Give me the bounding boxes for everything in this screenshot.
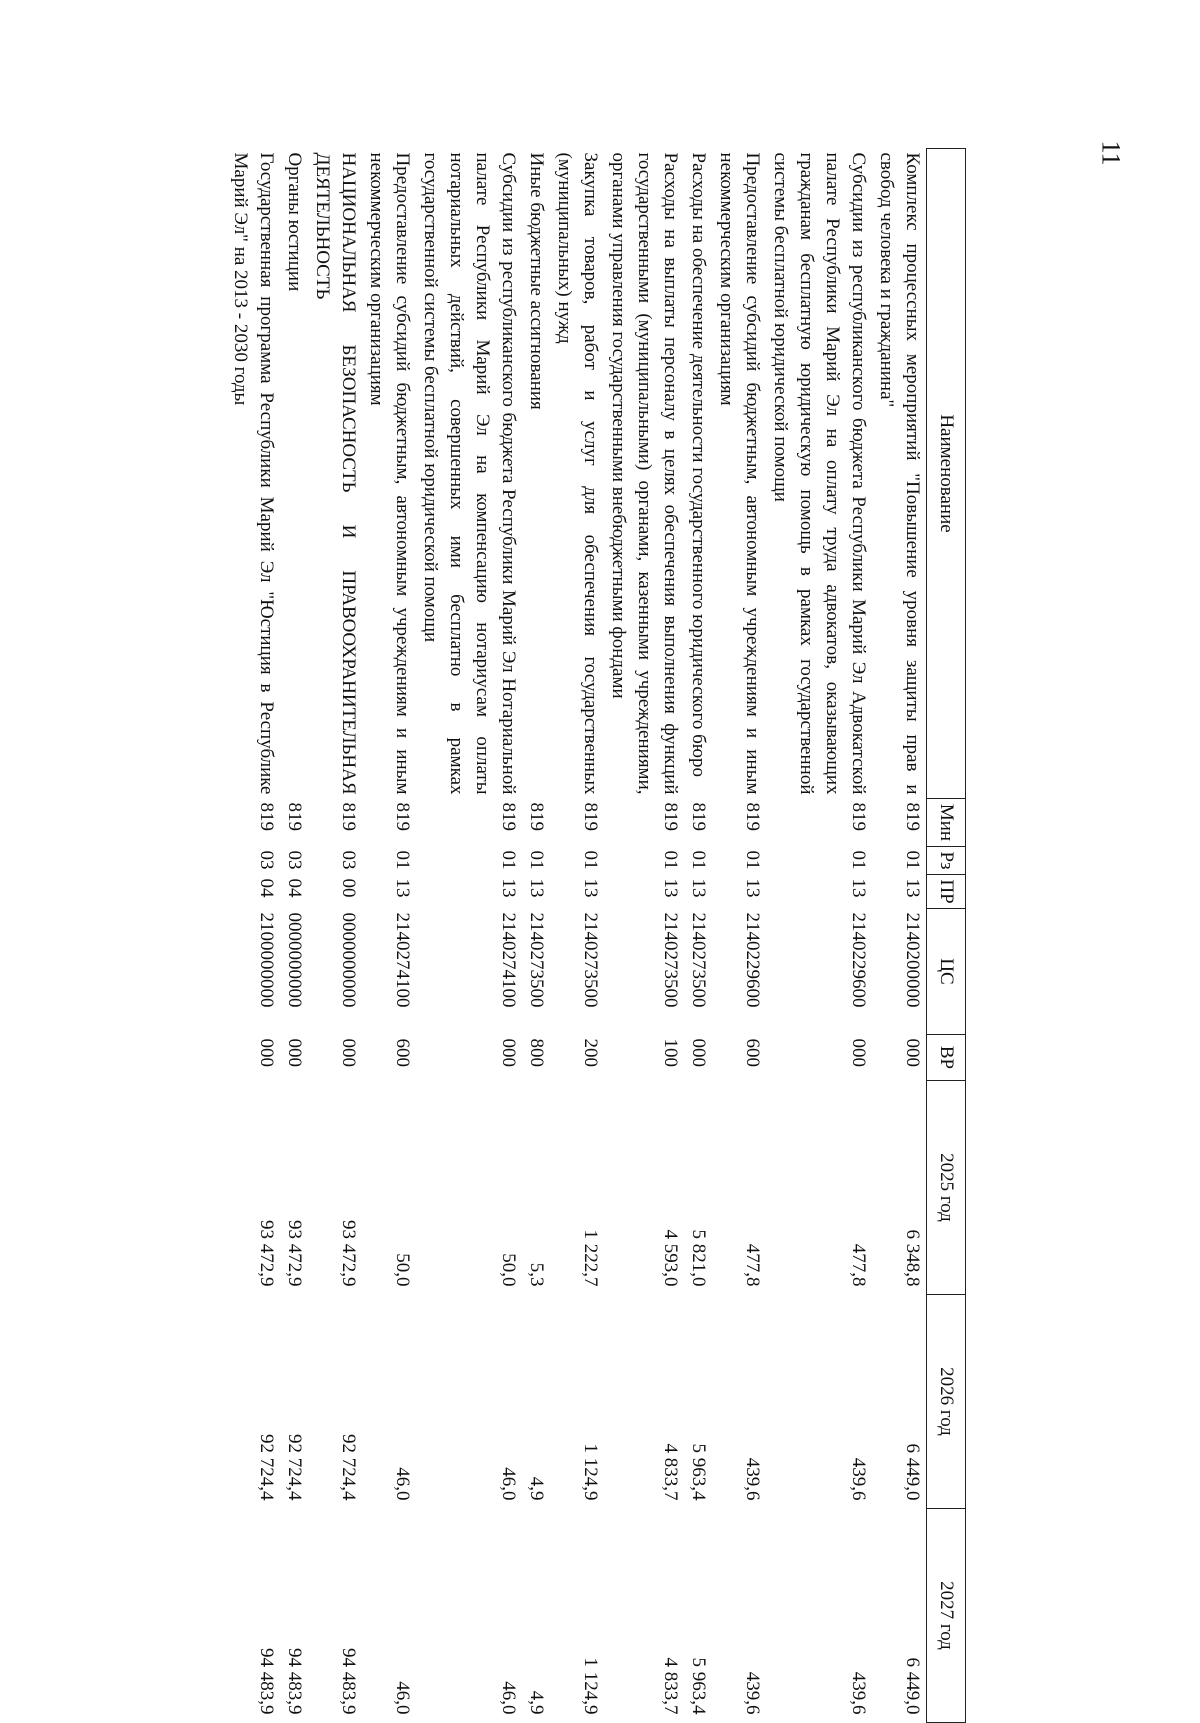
- cell-vr: 000: [284, 1038, 305, 1067]
- cell-y2026: 1 124,9: [580, 1443, 601, 1501]
- cell-pr: 13: [902, 878, 923, 898]
- header-rz: Рз: [927, 847, 966, 875]
- cell-vr: 000: [338, 1038, 359, 1067]
- cell-rz: 01: [392, 850, 413, 870]
- cell-vr: 000: [688, 1038, 709, 1067]
- cell-min: 819: [256, 802, 277, 831]
- header-name: Наименование: [927, 149, 966, 799]
- cell-name: Комплекс процессных мероприятий "Повышение уровня защиты прав и свобод человека и гражданина": [876, 152, 923, 795]
- cell-y2025: 93 472,9: [338, 1220, 359, 1287]
- cell-name: НАЦИОНАЛЬНАЯ БЕЗОПАСНОСТЬ И ПРАВООХРАНИТЕЛЬНАЯ ДЕЯТЕЛЬНОСТЬ: [312, 152, 359, 795]
- cell-vr: 000: [498, 1038, 519, 1067]
- cell-y2027: 439,6: [848, 1671, 869, 1715]
- cell-y2025: 50,0: [498, 1253, 519, 1287]
- cell-rz: 01: [688, 850, 709, 870]
- cell-cs: 2140274100: [392, 912, 413, 1008]
- table-row: [550, 149, 604, 1723]
- cell-y2026: 439,6: [848, 1457, 869, 1501]
- cell-y2027: 94 483,9: [256, 1648, 277, 1715]
- cell-cs: 2140273500: [526, 912, 547, 1008]
- cell-min: 819: [580, 802, 601, 831]
- cell-pr: 00: [338, 878, 359, 898]
- cell-name: Расходы на обеспечение деятельности государственного юридического бюро: [688, 152, 709, 777]
- cell-min: 819: [284, 802, 305, 831]
- header-min: Мин: [927, 799, 966, 847]
- cell-min: 819: [660, 802, 681, 831]
- cell-y2025: 93 472,9: [256, 1220, 277, 1287]
- table-row: [308, 149, 362, 1723]
- cell-y2025: 50,0: [392, 1253, 413, 1287]
- cell-y2026: 439,6: [742, 1457, 763, 1501]
- cell-pr: 13: [742, 878, 763, 898]
- cell-vr: 000: [902, 1038, 923, 1067]
- cell-pr: 13: [660, 878, 681, 898]
- cell-name: Закупка товаров, работ и услуг для обеспечения государственных (муниципальных) нужд: [554, 152, 601, 795]
- budget-table: [226, 148, 966, 1723]
- cell-cs: 0000000000: [284, 912, 305, 1008]
- cell-min: 819: [848, 802, 869, 831]
- cell-y2026: 92 724,4: [256, 1434, 277, 1501]
- page-number: 11: [1096, 140, 1126, 166]
- cell-pr: 13: [526, 878, 547, 898]
- cell-rz: 01: [848, 850, 869, 870]
- cell-cs: 2140200000: [902, 912, 923, 1008]
- table-row: [766, 149, 872, 1723]
- cell-min: 819: [498, 802, 519, 831]
- cell-vr: 800: [526, 1038, 547, 1067]
- table-row: [522, 149, 550, 1723]
- cell-cs: 2140229600: [848, 912, 869, 1008]
- cell-name: Расходы на выплаты персоналу в целях обеспечения выполнения функций государственными (муниципальными) органами, казенными учреждениями, органами управления государственными внебюджетными фондами: [608, 152, 681, 795]
- cell-rz: 03: [256, 850, 277, 870]
- cell-y2027: 94 483,9: [338, 1648, 359, 1715]
- cell-vr: 600: [742, 1038, 763, 1067]
- table-header-row: [927, 149, 966, 1723]
- cell-y2026: 46,0: [392, 1467, 413, 1501]
- cell-cs: 2140273500: [580, 912, 601, 1008]
- cell-name: Предоставление субсидий бюджетным, автономным учреждениям и иным некоммерческим организациям: [366, 152, 413, 795]
- cell-pr: 13: [392, 878, 413, 898]
- cell-y2025: 477,8: [742, 1243, 763, 1287]
- cell-y2025: 5 821,0: [688, 1229, 709, 1287]
- cell-y2027: 4 833,7: [660, 1657, 681, 1715]
- cell-name: Государственная программа Республики Марий Эл "Юстиция в Республике Марий Эл" на 2013 - 2030 годы: [230, 152, 277, 795]
- cell-min: 819: [902, 802, 923, 831]
- cell-name: Субсидии из республиканского бюджета Республики Марий Эл Нотариальной палате Республики Марий Эл на компенсацию нотариусам оплаты нотариальных действий, совершенных ими бесплатно в рамках государственной системы бесплатной юридической помощи: [420, 152, 519, 795]
- cell-y2025: 6 348,8: [902, 1229, 923, 1287]
- cell-cs: 2140273500: [688, 912, 709, 1008]
- cell-rz: 03: [284, 850, 305, 870]
- cell-y2026: 5 963,4: [688, 1443, 709, 1501]
- cell-cs: 0000000000: [338, 912, 359, 1008]
- header-vr: ВР: [927, 1035, 966, 1081]
- table-row: [712, 149, 766, 1723]
- cell-rz: 03: [338, 850, 359, 870]
- cell-y2027: 439,6: [742, 1671, 763, 1715]
- cell-y2027: 94 483,9: [284, 1648, 305, 1715]
- cell-vr: 200: [580, 1038, 601, 1067]
- cell-y2025: 4 593,0: [660, 1229, 681, 1287]
- cell-cs: 2140274100: [498, 912, 519, 1008]
- cell-min: 819: [742, 802, 763, 831]
- cell-y2027: 1 124,9: [580, 1657, 601, 1715]
- cell-y2026: 4,9: [526, 1476, 547, 1501]
- header-pr: ПР: [927, 875, 966, 909]
- cell-min: 819: [338, 802, 359, 831]
- cell-cs: 2140273500: [660, 912, 681, 1008]
- table-row: [872, 149, 927, 1723]
- rotated-budget-table-wrapper: [198, 148, 966, 1723]
- cell-pr: 04: [284, 878, 305, 898]
- table-row: [684, 149, 712, 1723]
- cell-cs: 2100000000: [256, 912, 277, 1008]
- table-row: [362, 149, 416, 1723]
- cell-y2025: 477,8: [848, 1243, 869, 1287]
- cell-min: 819: [392, 802, 413, 831]
- header-cs: ЦС: [927, 909, 966, 1035]
- cell-min: 819: [526, 802, 547, 831]
- table-row: [226, 149, 280, 1723]
- header-2026: 2026 год: [927, 1295, 966, 1509]
- cell-y2025: 5,3: [526, 1262, 547, 1287]
- cell-pr: 13: [498, 878, 519, 898]
- cell-pr: 13: [580, 878, 601, 898]
- cell-y2026: 46,0: [498, 1467, 519, 1501]
- cell-vr: 100: [660, 1038, 681, 1067]
- cell-name: Предоставление субсидий бюджетным, автономным учреждениям и иным некоммерческим организациям: [716, 152, 763, 795]
- cell-rz: 01: [498, 850, 519, 870]
- cell-pr: 04: [256, 878, 277, 898]
- cell-name: Субсидии из республиканского бюджета Республики Марий Эл Адвокатской палате Республики Марий Эл на оплату труда адвокатов, оказывающих гражданам бесплатную юридическую помощь в рамках государственной системы бесплатной юридической помощи: [770, 152, 869, 795]
- cell-rz: 01: [660, 850, 681, 870]
- cell-name: Органы юстиции: [284, 152, 305, 292]
- cell-y2026: 92 724,4: [284, 1434, 305, 1501]
- cell-y2026: 92 724,4: [338, 1434, 359, 1501]
- table-row: [280, 149, 308, 1723]
- cell-y2026: 6 449,0: [902, 1443, 923, 1501]
- cell-name: Иные бюджетные ассигнования: [526, 152, 547, 410]
- cell-y2027: 6 449,0: [902, 1657, 923, 1715]
- cell-rz: 01: [902, 850, 923, 870]
- cell-y2027: 46,0: [392, 1681, 413, 1715]
- header-2027: 2027 год: [927, 1509, 966, 1723]
- cell-y2025: 1 222,7: [580, 1229, 601, 1287]
- table-row: [416, 149, 522, 1723]
- table-row: [604, 149, 684, 1723]
- cell-pr: 13: [848, 878, 869, 898]
- cell-cs: 2140229600: [742, 912, 763, 1008]
- cell-rz: 01: [580, 850, 601, 870]
- cell-y2027: 4,9: [526, 1690, 547, 1715]
- cell-min: 819: [688, 802, 709, 831]
- cell-rz: 01: [526, 850, 547, 870]
- header-2025: 2025 год: [927, 1081, 966, 1295]
- cell-y2027: 46,0: [498, 1681, 519, 1715]
- cell-vr: 000: [848, 1038, 869, 1067]
- cell-vr: 000: [256, 1038, 277, 1067]
- cell-y2025: 93 472,9: [284, 1220, 305, 1287]
- cell-rz: 01: [742, 850, 763, 870]
- cell-y2027: 5 963,4: [688, 1657, 709, 1715]
- cell-vr: 600: [392, 1038, 413, 1067]
- cell-pr: 13: [688, 878, 709, 898]
- cell-y2026: 4 833,7: [660, 1443, 681, 1501]
